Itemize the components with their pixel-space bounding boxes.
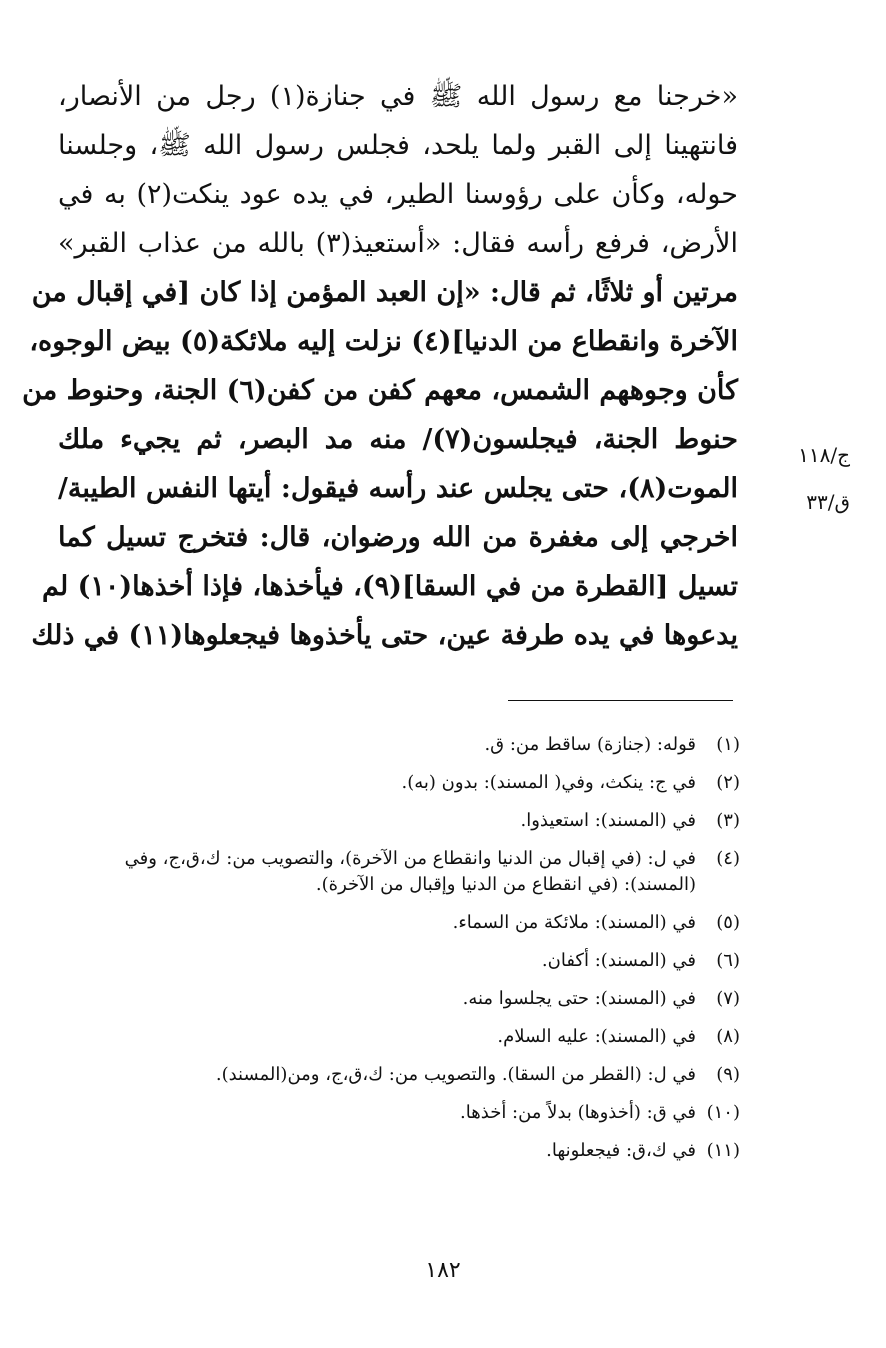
text-line-1: «خرجنا مع رسول الله ﷺ في جنازة(١) رجل من الأنصار، xyxy=(58,81,738,112)
footnote-number: (٣) xyxy=(716,810,740,831)
footnote xyxy=(120,1062,740,1088)
footnote-separator xyxy=(508,700,733,701)
footnote xyxy=(120,1024,740,1050)
footnote-number: (٦) xyxy=(716,950,740,971)
margin-note-2: ق/٣٣ xyxy=(806,490,850,514)
footnote-text: في ق: (أخذوها) بدلاً من: أخذها. xyxy=(460,1102,696,1123)
footnote-text: في ل: (القطر من السقا). والتصويب من: ك،ق،ج، ومن(المسند). xyxy=(215,1064,696,1085)
footnote-text: في (المسند): ملائكة من السماء. xyxy=(452,912,696,933)
margin-note-1: ج/١١٨ xyxy=(798,443,850,467)
footnote-text: في (المسند): عليه السلام. xyxy=(497,1026,696,1047)
footnote-number: (١) xyxy=(716,734,740,755)
footnote-number: (١١) xyxy=(706,1140,740,1161)
page-number: ١٨٢ xyxy=(425,1258,461,1283)
text-line-10: اخرجي إلى مغفرة من الله ورضوان، قال: فتخرج تسيل كما xyxy=(58,522,738,553)
footnote-text: في ك،ق: فيجعلونها. xyxy=(546,1140,696,1161)
footnote-text: قوله: (جنازة) ساقط من: ق. xyxy=(484,734,696,755)
footnote xyxy=(120,732,740,758)
footnote xyxy=(120,1138,740,1164)
footnote xyxy=(120,948,740,974)
main-text xyxy=(22,72,738,660)
footnote-number: (١٠) xyxy=(706,1102,740,1123)
footnote xyxy=(120,770,740,796)
footnote xyxy=(120,910,740,936)
footnote-text: في ل: (في إقبال من الدنيا وانقطاع من الآخرة)، والتصويب من: ك،ق،ج، وفي (المسند): (في انقطاع من الدنيا وإقبال من الآخرة). xyxy=(124,848,696,895)
footnote xyxy=(120,846,740,898)
footnote-number: (٧) xyxy=(716,988,740,1009)
text-line-4: الأرض، فرفع رأسه فقال: «أستعيذ(٣) بالله من عذاب القبر» xyxy=(58,228,738,259)
footnote xyxy=(120,1100,740,1126)
text-line-6: الآخرة وانقطاع من الدنيا](٤) نزلت إليه ملائكة(٥) بيض الوجوه، xyxy=(29,326,738,357)
footnote-number: (٢) xyxy=(716,772,740,793)
footnote-number: (٤) xyxy=(716,848,740,869)
footnote-number: (٩) xyxy=(716,1064,740,1085)
text-line-7: كأن وجوههم الشمس، معهم كفن من كفن(٦) الجنة، وحنوط من xyxy=(22,375,738,406)
text-line-12: يدعوها في يده طرفة عين، حتى يأخذوها فيجعلوها(١١) في ذلك xyxy=(31,620,738,651)
footnote xyxy=(120,808,740,834)
footnote-text: في (المسند): استعيذوا. xyxy=(520,810,696,831)
footnote-number: (٥) xyxy=(716,912,740,933)
text-line-5: مرتين أو ثلاثًا، ثم قال: «إن العبد المؤمن إذا كان [في إقبال من xyxy=(31,277,738,308)
footnote-number: (٨) xyxy=(716,1026,740,1047)
text-line-8: حنوط الجنة، فيجلسون(٧)/ منه مد البصر، ثم يجيء ملك xyxy=(58,424,738,455)
footnote-text: في (المسند): أكفان. xyxy=(541,950,696,971)
text-line-2: فانتهينا إلى القبر ولما يلحد، فجلس رسول الله ﷺ، وجلسنا xyxy=(58,130,738,161)
footnote xyxy=(120,986,740,1012)
footnotes xyxy=(120,732,740,1176)
footnote-text: في (المسند): حتى يجلسوا منه. xyxy=(462,988,696,1009)
footnote-text: في ج: ينكث، وفي( المسند): بدون (به). xyxy=(401,772,696,793)
text-line-3: حوله، وكأن على رؤوسنا الطير، في يده عود ينكت(٢) به في xyxy=(58,179,738,210)
text-line-9: الموت(٨)، حتى يجلس عند رأسه فيقول: أيتها النفس الطيبة/ xyxy=(58,473,738,504)
text-line-11: تسيل [القطرة من في السقا](٩)، فيأخذها، فإذا أخذها(١٠) لم xyxy=(41,571,738,602)
